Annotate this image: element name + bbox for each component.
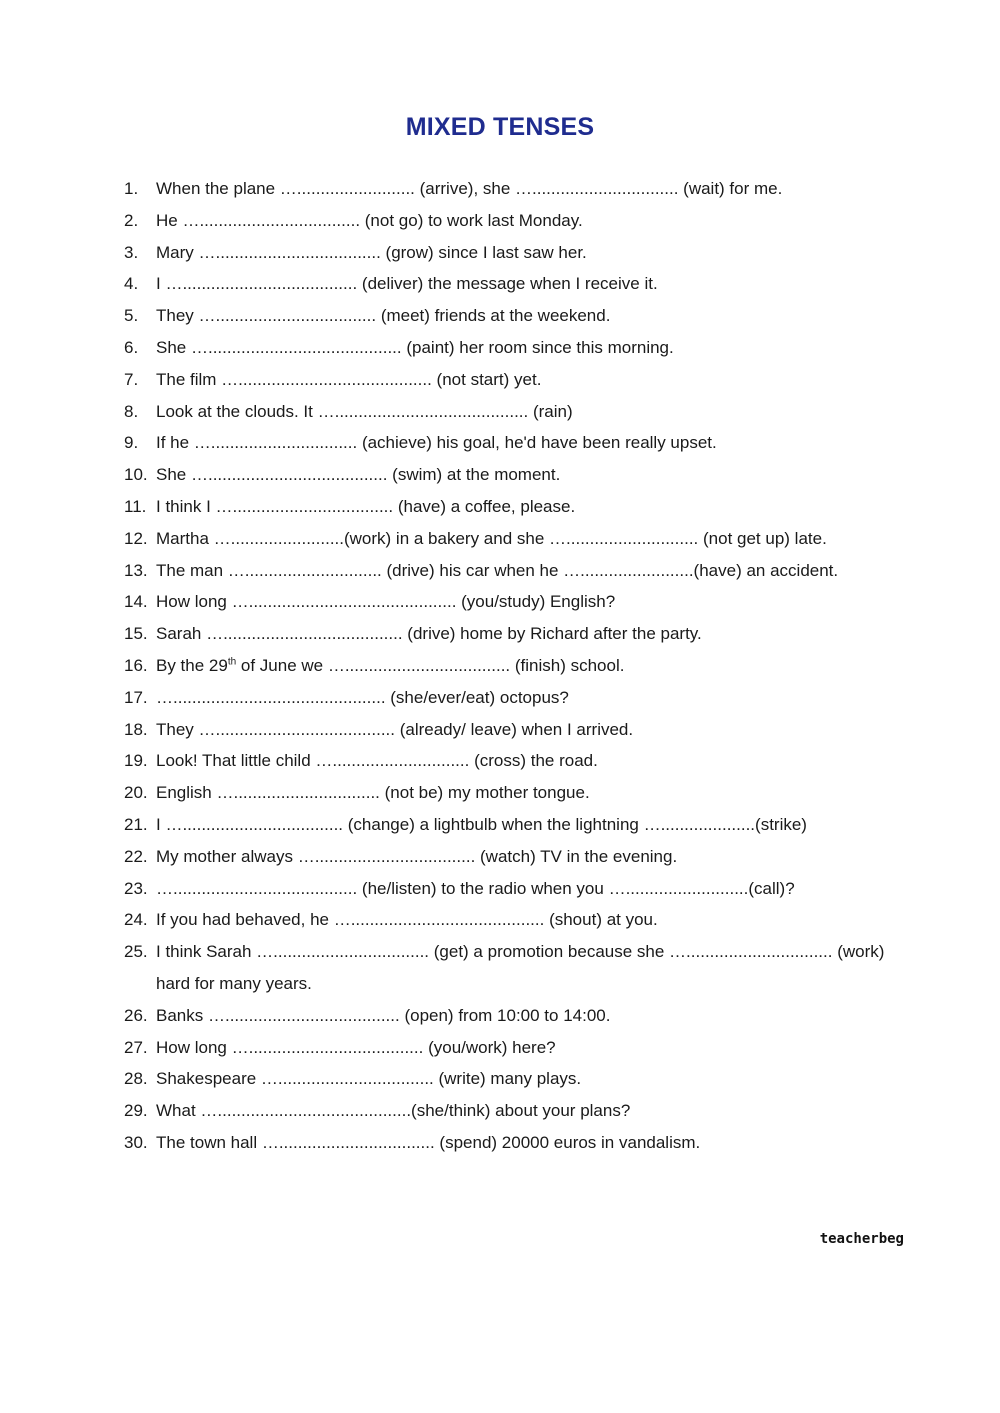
- exercise-number: 12.: [124, 528, 148, 548]
- exercise-sentence: I …..................................... (deliver) the message when I receive it.: [156, 274, 658, 294]
- exercise-item: [124, 300, 914, 332]
- exercise-number: 7.: [124, 369, 139, 389]
- exercise-number: 23.: [124, 878, 148, 898]
- exercise-sentence: They …...................................... (already/ leave) when I arrived.: [156, 719, 634, 739]
- exercise-sentence: Mary …................................... (grow) since I last saw her.: [156, 242, 587, 262]
- exercise-number: 29.: [124, 1101, 148, 1121]
- exercise-number: 20.: [124, 783, 148, 803]
- exercise-list: [124, 173, 914, 1159]
- exercise-item: [124, 491, 914, 523]
- exercise-item: [124, 714, 914, 746]
- page-title: MIXED TENSES: [405, 113, 595, 141]
- exercise-sentence: The man …............................. (drive) his car when he …........................(have) an accident.: [156, 560, 839, 580]
- exercise-number: 19.: [124, 751, 148, 771]
- exercise-number: 1.: [124, 179, 139, 198]
- exercise-number: 14.: [124, 592, 148, 612]
- exercise-item: [124, 777, 914, 809]
- exercise-number: 22.: [124, 846, 148, 866]
- exercise-sentence: …............................................. (she/ever/eat) octopus?: [156, 687, 569, 707]
- exercise-item: [124, 1032, 914, 1064]
- exercise-sentence: Shakespeare …................................. (write) many plays.: [156, 1069, 582, 1089]
- exercise-item: [124, 745, 914, 777]
- exercise-item: [124, 1095, 914, 1127]
- exercise-number: 26.: [124, 1005, 148, 1025]
- exercise-number: 5.: [124, 306, 139, 326]
- exercise-sentence: Martha …........................(work) in a bakery and she …............................ (not get up) late.: [156, 528, 827, 548]
- exercise-number: 8.: [124, 401, 139, 421]
- exercise-item: [124, 1127, 914, 1159]
- exercise-item: [124, 1063, 914, 1095]
- sentence-text: By the 29: [156, 655, 228, 675]
- exercise-sentence: I think Sarah …................................. (get) a promotion because she …............................... (work) hard for many years.: [156, 942, 885, 993]
- exercise-item: [124, 936, 914, 1000]
- exercise-sentence: When the plane …......................... (arrive), she …............................... (wait) for me.: [156, 179, 783, 198]
- exercise-number: 10.: [124, 465, 148, 485]
- exercise-item: [124, 237, 914, 269]
- exercise-sentence: She …......................................... (paint) her room since this morning.: [156, 337, 674, 357]
- exercise-number: 18.: [124, 719, 148, 739]
- exercise-item: [124, 904, 914, 936]
- exercise-item: [124, 618, 914, 650]
- author-credit: teacherbeg: [819, 1231, 904, 1247]
- exercise-sentence: The film …......................................... (not start) yet.: [156, 369, 542, 389]
- exercise-item: [124, 396, 914, 428]
- exercise-item: [124, 809, 914, 841]
- exercise-number: 13.: [124, 560, 148, 580]
- exercise-number: 17.: [124, 687, 148, 707]
- exercise-item: [124, 682, 914, 714]
- exercise-item: [124, 427, 914, 459]
- exercise-item: [124, 173, 914, 205]
- exercise-item: [124, 205, 914, 237]
- exercise-number: 3.: [124, 242, 139, 262]
- exercise-number: 15.: [124, 624, 148, 644]
- exercise-sentence: I think I ….................................. (have) a coffee, please.: [156, 496, 576, 516]
- exercise-sentence: Sarah …...................................... (drive) home by Richard after the party.: [156, 624, 702, 644]
- exercise-item: [124, 841, 914, 873]
- exercise-sentence: He ….................................. (not go) to work last Monday.: [156, 210, 583, 230]
- exercise-sentence: She …...................................... (swim) at the moment.: [156, 465, 561, 485]
- exercise-sentence: …....................................... (he/listen) to the radio when you …..........................(call)?: [156, 878, 795, 898]
- exercise-number: 2.: [124, 210, 139, 230]
- exercise-number: 6.: [124, 337, 139, 357]
- exercise-item: [124, 268, 914, 300]
- exercise-item: [124, 586, 914, 618]
- exercise-number: 28.: [124, 1069, 148, 1089]
- exercise-number: 24.: [124, 910, 148, 930]
- exercise-item: [124, 555, 914, 587]
- exercise-item: [124, 332, 914, 364]
- exercise-item: [124, 1000, 914, 1032]
- exercise-number: 4.: [124, 274, 139, 294]
- exercise-sentence: My mother always ….................................. (watch) TV in the evening.: [156, 846, 678, 866]
- exercise-sentence: What ….........................................(she/think) about your plans?: [156, 1101, 631, 1121]
- exercise-number: 9.: [124, 433, 139, 453]
- exercise-number: 16.: [124, 655, 148, 675]
- ordinal-suffix: th: [227, 656, 237, 668]
- exercise-sentence: How long …............................................ (you/study) English?: [156, 592, 616, 612]
- sentence-text: of June we …................................... (finish) school.: [236, 655, 625, 675]
- exercise-item: [124, 364, 914, 396]
- exercise-number: 25.: [124, 942, 148, 962]
- exercise-item: [124, 523, 914, 555]
- exercise-item: [124, 650, 914, 682]
- exercise-sentence: Banks …..................................... (open) from 10:00 to 14:00.: [156, 1005, 611, 1025]
- exercise-sentence: The town hall …................................. (spend) 20000 euros in vandalism.: [156, 1132, 701, 1152]
- exercise-sentence: English …............................... (not be) my mother tongue.: [156, 783, 590, 803]
- exercise-number: 21.: [124, 814, 148, 834]
- exercise-item: [124, 873, 914, 905]
- exercise-sentence: Look! That little child …............................. (cross) the road.: [156, 751, 598, 771]
- exercise-number: 30.: [124, 1132, 148, 1152]
- exercise-sentence: [156, 650, 914, 682]
- exercise-sentence: If he …............................... (achieve) his goal, he'd have been really upset.: [156, 433, 717, 453]
- exercise-sentence: How long …..................................... (you/work) here?: [156, 1037, 556, 1057]
- exercise-sentence: I ….................................. (change) a lightbulb when the lightning …....................(strike): [156, 814, 807, 834]
- exercise-number: 27.: [124, 1037, 148, 1057]
- exercise-sentence: If you had behaved, he …......................................... (shout) at you.: [156, 910, 658, 930]
- exercise-item: [124, 459, 914, 491]
- exercise-sentence: They ….................................. (meet) friends at the weekend.: [156, 306, 611, 326]
- exercise-sentence: Look at the clouds. It …......................................... (rain): [156, 401, 573, 421]
- exercise-number: 11.: [124, 496, 147, 516]
